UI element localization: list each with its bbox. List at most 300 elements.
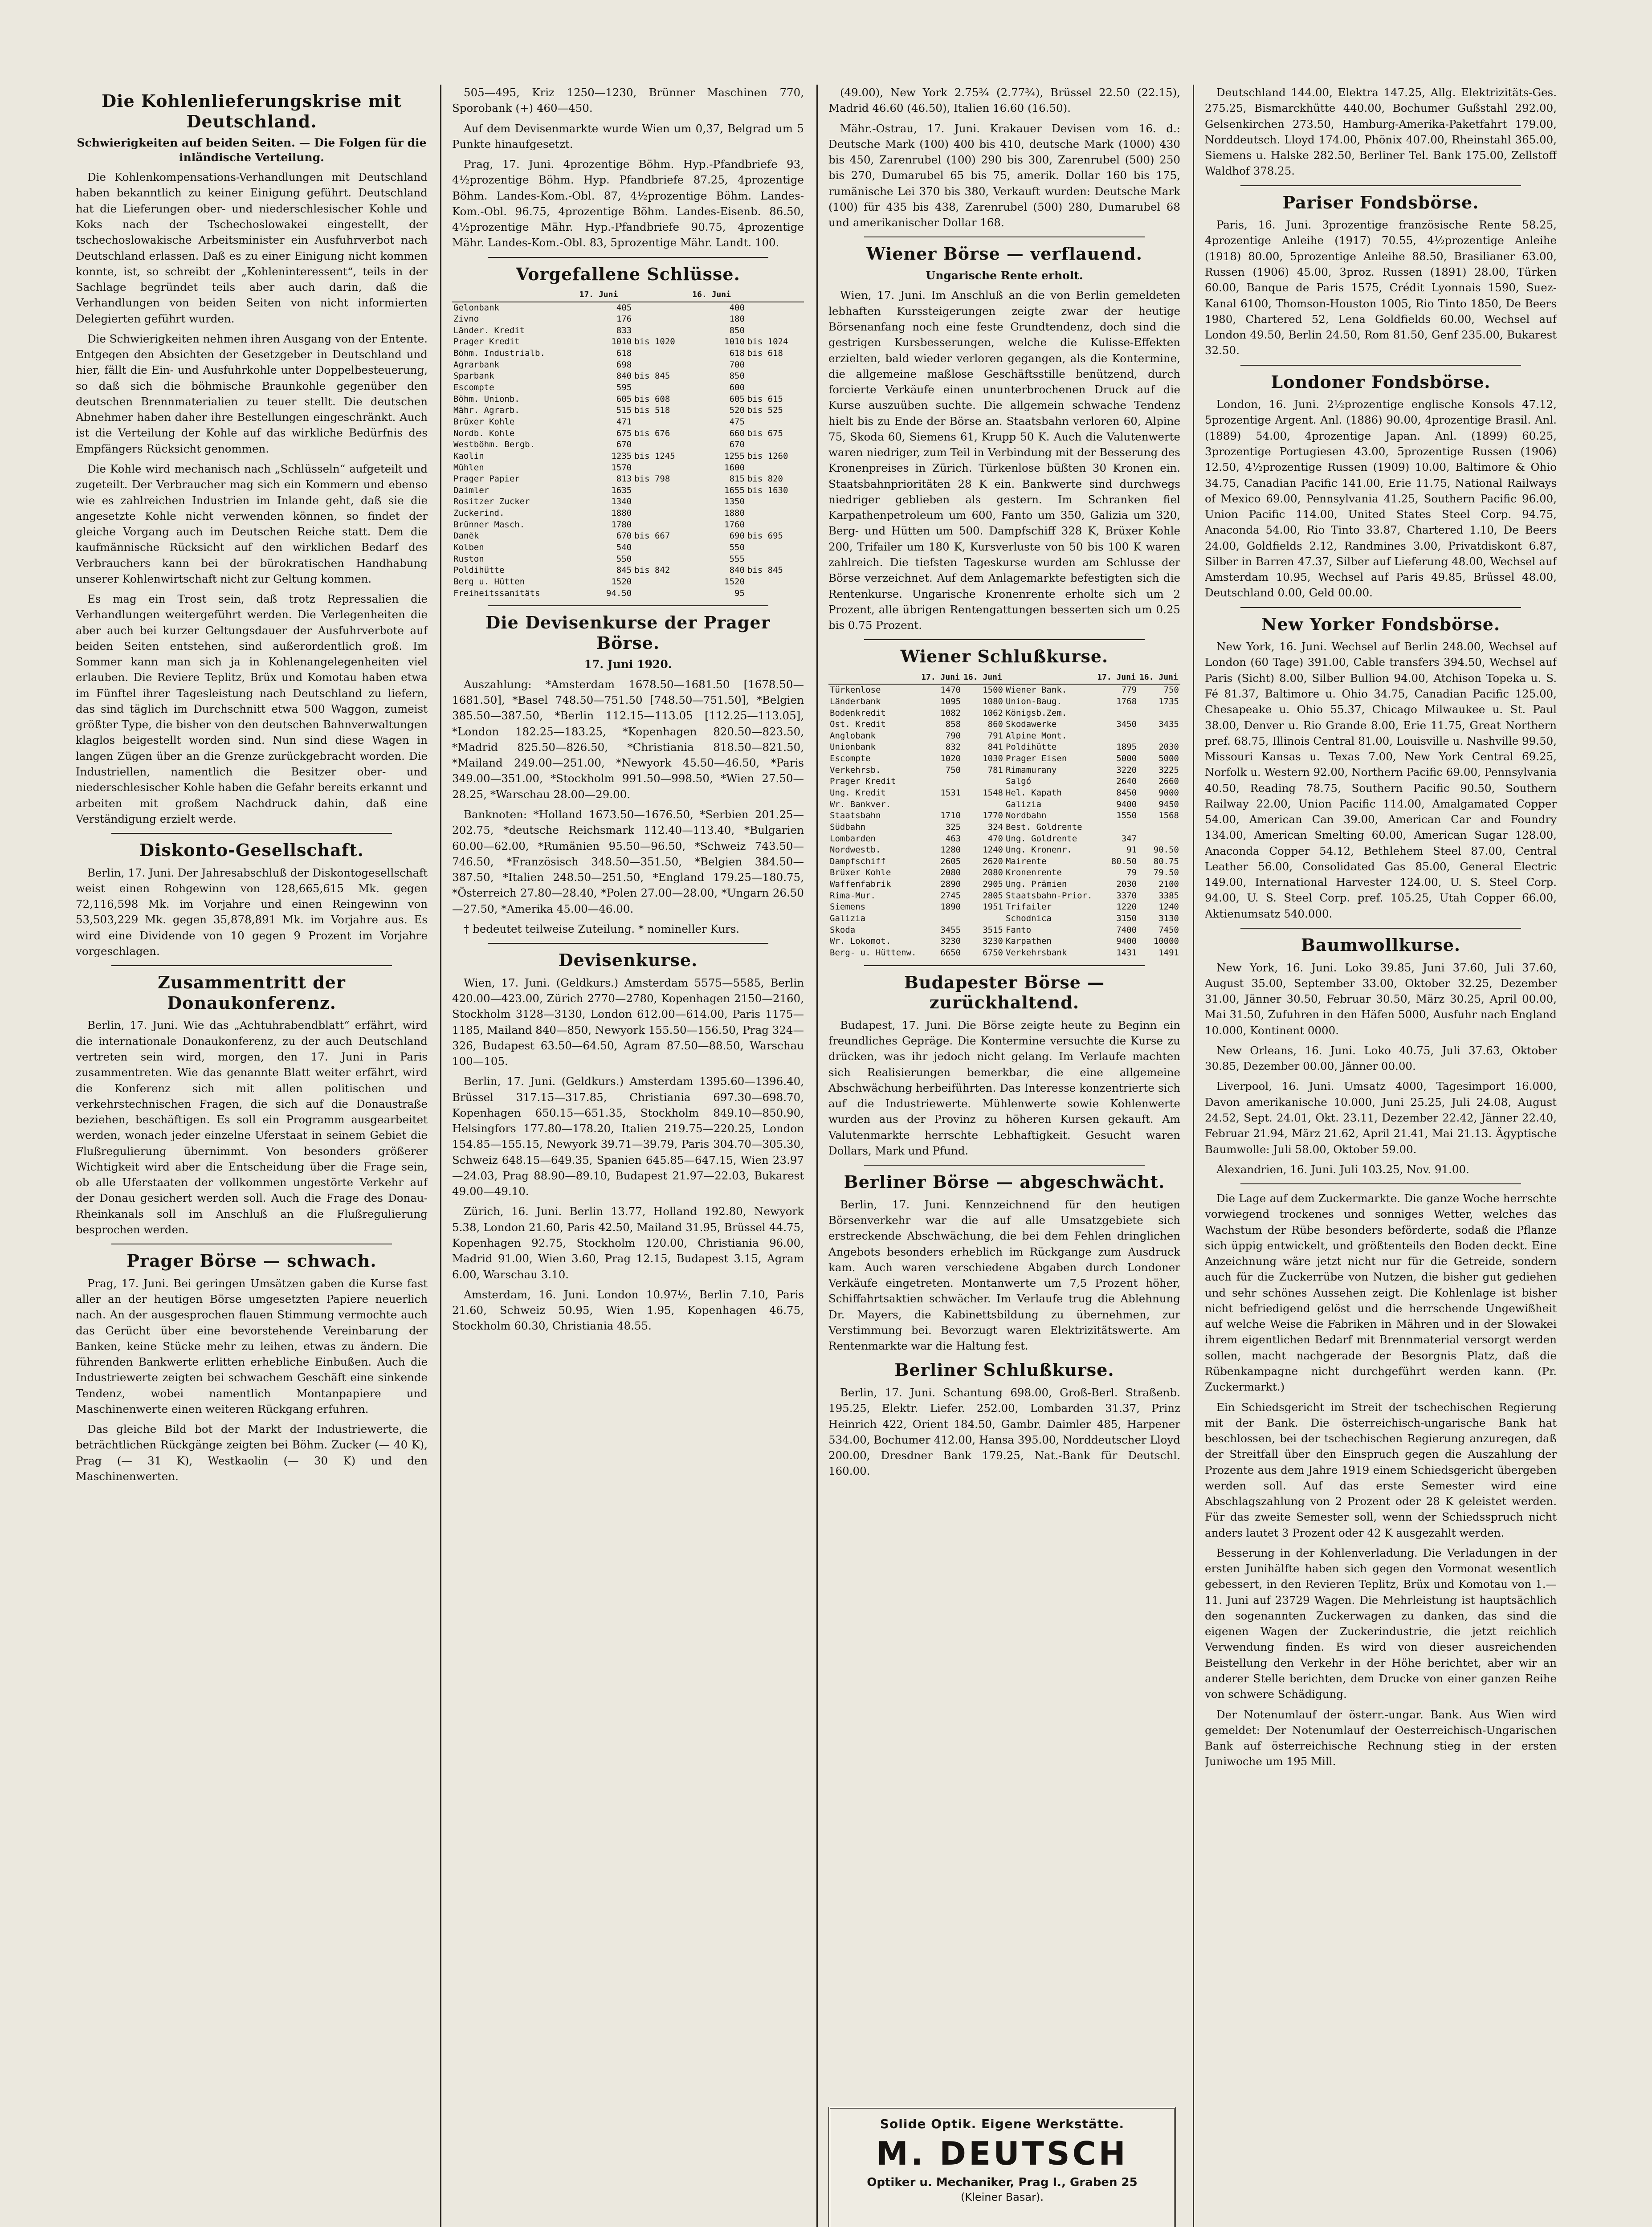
table-cell — [746, 416, 804, 428]
table-cell: 670 — [616, 440, 632, 450]
table-cell: 3230 — [983, 936, 1003, 946]
column-rule — [816, 85, 818, 2227]
table-cell: 520 — [729, 405, 745, 416]
table-cell: 10000 — [1153, 936, 1179, 946]
article-paragraph: Budapest, 17. Juni. Die Börse zeigte heute zu Beginn ein freundliches Gepräge. Die Kontermine versuchte die Kurse zu drücken, was ihr jedoch nicht gelang. Im Verlaufe machten sich Realisierungen bemerkbar, die eine allgemeine Abschwächung herbeiführten. Das Interesse konzentrierte sich auf die Industriewerte. Mühlenwerte sowie Kohlenwerte wurden aus der Provinz zu höheren Kursen gekauft. Am Valutenmarkte herrschte Lebhaftigkeit. Gesucht waren Dollars, Mark und Pfund. — [828, 1018, 1180, 1157]
table-row — [452, 371, 804, 382]
table-row — [828, 787, 1180, 799]
table-cell: 550 — [729, 542, 745, 552]
table-cell: 605 — [616, 394, 632, 404]
table-cell: 1780 — [611, 519, 632, 530]
headline-berliner-boerse: Berliner Börse — abgeschwächt. — [844, 1172, 1165, 1192]
table-cell: 2890 — [940, 879, 961, 889]
table-cell: 1491 — [1158, 947, 1179, 958]
table-cell: Brünner Masch. — [453, 519, 525, 530]
article-paragraph: Das gleiche Bild bot der Markt der Industriewerte, die beträchtlichen Rückgänge zeigten bei Böhm. Zucker (— 40 K), Prag (— 31 K), Westkaolin (— 30 K) und den Maschinenwerten. — [76, 1423, 428, 1483]
article-paragraph: Berlin, 17. Juni. (Geldkurs.) Amsterdam 1395.60—1396.40, Brüssel 317.15—317.85, Christiania 697.30—698.70, Kopenhagen 650.15—651.35, Stockholm 849.10—850.90, Helsingfors 177.80—178.20, Italien 219.75—220.25, London 154.85—155.15, Newyork 39.71—39.79, Paris 304.70—305.30, Schweiz 648.15—649.35, Spanien 645.85—647.15, Wien 23.97—24.03, Prag 88.90—89.10, Budapest 21.97—22.03, Bukarest 49.00—49.10. — [452, 1075, 804, 1198]
table-row — [828, 867, 1180, 879]
table-cell: 1760 — [724, 519, 745, 530]
table-cell — [746, 371, 804, 382]
table-cell: 832 — [945, 742, 961, 752]
table-row — [452, 451, 804, 462]
table-cell: Salgó — [1005, 776, 1032, 787]
table-cell: 2605 — [940, 856, 961, 866]
table-cell: Daněk — [453, 531, 479, 541]
article-paragraph: Die Schwierigkeiten nehmen ihren Ausgang von der Entente. Entgegen den Absichten der Gesetzgeber in Deutschland und hier, fällt die Ein- und Ausfuhrkohle unter Doppelbesteuerung, so daß sich die böhmische Braunkohle gegenüber den deutschen Brennmaterialien zu teuer stellt. Die deutschen Abnehmer haben daher ihre Bestellungen eingeschränkt. Auch ist die Verteilung der Kohle auf das wirkliche Bedürfnis des Empfängers Rücksicht genommen. — [76, 332, 428, 455]
table-cell: 325 — [945, 822, 961, 832]
section-divider — [488, 605, 768, 606]
table-cell — [746, 542, 804, 554]
table-cell — [962, 776, 1004, 787]
column-header: 16. Juni — [1138, 671, 1180, 684]
table-cell: 176 — [616, 314, 632, 324]
article-paragraph: Es mag ein Trost sein, daß trotz Repressalien die Verhandlungen weitergeführt werden. Die Verlegenheiten die aber auch bei kurzer Geltungsdauer der Ausfuhrverbote auf beiden Seiten entstehen, sind außerordentlich groß. Im Sommer kann man sich ja in Kohlenangelegenheiten viel erlauben. Die Reviere Teplitz, Brüx und Komotau haben etwa im Fünftel ihrer Tagesleistung nach Deutschland zu liefern, das sind täglich im Durchschnitt etwa 500 Waggon, zumeist größter Type, die bisher von den deutschen Bahnverwaltungen klaglos beigestellt worden sind. Nun sind diese Wagen in langen Zügen über an die Grenze zurückgebracht worden. Die Industriellen, namentlich die Besitzer ober- und niederschlesischer Kohle haben die Gefahr bereits erkannt und arbeiten mit großem Nachdruck dahin, daß eine Verständigung erzielt werde. — [76, 592, 428, 825]
table-cell: bis 675 — [747, 428, 783, 438]
section-divider — [1240, 1183, 1521, 1184]
article-paragraph: Die Lage auf dem Zuckermarkte. Die ganze Woche herrschte vorwiegend trockenes und sonniges Wetter, welches das Wachstum der Rübe besonders beförderte, sodaß die Pflanze sich üppig entwickelt, und größtenteils den Boden deckt. Eine Anzeichnung wäre jetzt nicht nur für die Getreide, sondern auch für die Zuckerrübe von Nutzen, die bisher gut gediehen und sehr schönes Aussehen zeigt. Die Kohlenlage ist bisher nicht befriedigend gelöst und die herrschende Ungewißheit auf welche Weise die Fabriken in Mähren und in der Slowakei ihrem eigentlichen Bedarf mit Brennmaterial versorgt werden sollen, macht nachgerade der Besorgnis Platz, daß die Rübenkampagne nicht durchgeführt werden kann. (Pr. Zuckermarkt.) — [1205, 1192, 1557, 1394]
table-cell — [746, 359, 804, 371]
table-cell: 540 — [616, 542, 632, 552]
table-cell: 1095 — [940, 696, 961, 706]
table-cell: 1062 — [983, 708, 1003, 718]
table-cell: Prager Papier — [453, 474, 520, 484]
article-paragraph: Wien, 17. Juni. Im Anschluß an die von Berlin gemeldeten lebhaften Kurssteigerungen zeigte zwar der heutige Börsenanfang noch eine feste Grundtendenz, doch sind die gestrigen Kursbesserungen, welche die Kulisse-Effekten erzielten, bald wieder verloren gegangen, als die Kontermine, die allgemeine maßlose Geschäftsstille benützend, durch forcierte Verkäufe einen ununterbrochenen Druck auf die Kurse auszuüben suchte. Die allgemein schwache Tendenz hielt bis zu Ende der Börse an. Staatsbahn verloren 60, Alpine 75, Skoda 60, Siemens 61, Krupp 50 K. Auch die Valutenwerte waren niedriger, zum Teil in Verbindung mit der Besserung des Kronenpreises in Zürich. Türkenlose büßten 30 Kronen ein. Staatsbahnprioritäten 28 K ein. Bankwerte sind durchwegs niedriger geblieben als gestern. Im Schranken fiel Karpathenpetroleum um 600, Fanto um 350, Galizia um 320, Berg- und Hütten um 500. Dampfschiff 328 K, Brüxer Kohle 200, Trifailer um 180 K, Kursverluste von 50 bis 100 K waren zahlreich. Die tiefsten Tageskurse wurden am Schlusse der Börse verzeichnet. Auf dem Anlagemarkte befestigten sich die Rentenkurse. Ungarische Kronenrente erholte sich um 2 Prozent, alle übrigen Rentengattungen besserten sich um 0.25 bis 0.75 Prozent. — [828, 289, 1180, 632]
table-cell: 80.50 — [1111, 856, 1137, 866]
table-cell: Alpine Mont. — [1005, 730, 1067, 741]
table-cell: 6750 — [983, 947, 1003, 958]
table-row — [452, 576, 804, 588]
table-cell — [633, 314, 691, 325]
article-paragraph: Besserung in der Kohlenverladung. Die Verladungen in der ersten Junihälfte haben sich gegen den Vormonat wesentlich gebessert, in den Revieren Teplitz, Brüx und Komotau von 1.—11. Juni auf 23729 Wagen. Die Mehrleistung ist hauptsächlich den sogenannten Zuckerwagen zu danken, das sind die eigenen Wagen der Zuckerindustrie, die jetzt reichlich Verwendung finden. Es wird von dieser ausreichenden Beistellung den Verkehr in der Höhe berichtet, aber wir an anderer Stelle berichten, dem Drucke von einer ganzen Reihe von schwere Schädigung. — [1205, 1546, 1557, 1701]
table-cell: 1735 — [1158, 696, 1179, 706]
table-row — [828, 810, 1180, 822]
section-divider — [1240, 365, 1521, 366]
table-cell: Verkehrsb. — [830, 765, 881, 775]
table-cell: Hel. Kapath — [1005, 787, 1062, 798]
table-cell: 1768 — [1116, 696, 1137, 706]
table-cell: 850 — [729, 371, 745, 381]
headline-wiener-schlusskurse: Wiener Schlußkurse. — [900, 646, 1109, 667]
table-cell — [633, 554, 691, 565]
table-cell — [633, 496, 691, 508]
table-cell — [746, 588, 804, 600]
table-row — [828, 742, 1180, 753]
table-cell: Dampfschiff — [830, 856, 886, 866]
article-paragraph: Berlin, 17. Juni. Der Jahresabschluß der Diskontogesellschaft weist einen Rohgewinn von 128,665,615 Mk. gegen 72,116,598 Mk. im Vorjahre und einen Reingewinn von 53,503,229 Mk. gegen 35,878,891 Mk. im Vorjahre aus. Es wird eine Dividende von 10 gegen 9 Prozent im Vorjahre vorgeschlagen. — [76, 866, 428, 958]
table-cell: 1240 — [1158, 902, 1179, 912]
table-cell: 2030 — [1116, 879, 1137, 889]
table-cell: 605 — [729, 394, 745, 404]
table-cell: 779 — [1121, 685, 1137, 695]
table-cell: Nordwestb. — [830, 845, 881, 855]
article-paragraph: Zürich, 16. Juni. Berlin 13.77, Holland 192.80, Newyork 5.38, London 21.60, Paris 42.50, Mailand 31.95, Brüssel 44.75, Kopenhagen 92.75, Stockholm 120.00, Christiania 96.00, Madrid 91.00, Wien 3.60, Prag 12.15, Budapest 3.15, Agram 6.00, Warschau 3.10. — [452, 1205, 804, 1281]
table-cell: Türkenlose — [830, 685, 881, 695]
table-cell: Trifailer — [1005, 902, 1052, 912]
newspaper-sheet — [76, 85, 1563, 2227]
table-cell: 1431 — [1116, 947, 1137, 958]
table-cell: 3370 — [1116, 890, 1137, 901]
table-cell: 8450 — [1116, 787, 1137, 798]
table-cell: Poldihütte — [1005, 742, 1057, 752]
article-paragraph: Amsterdam, 16. Juni. London 10.97½, Berlin 7.10, Paris 21.60, Schweiz 50.95, Wien 1.95, Kopenhagen 46.75, Stockholm 60.30, Christiania 48.55. — [452, 1288, 804, 1333]
table-cell: Berg- u. Hüttenw. — [830, 947, 917, 958]
table-cell: 690 — [729, 531, 745, 541]
table-row — [828, 708, 1180, 719]
table-cell — [746, 462, 804, 474]
article-paragraph: Paris, 16. Juni. 3prozentige französische Rente 58.25, 4prozentige Anleihe (1917) 70.55, 4½prozentige Anleihe (1918) 80.00, 5prozentige Anleihe 88.50, Brasilianer 63.00, Russen (1906) 45.00, 3proz. Russen (1891) 28.00, Türken 60.00, Banque de Paris 1575, Crédit Lyonnais 1590, Suez-Kanal 6100, Thomson-Houston 1005, Rio Tinto 1850, De Beers 1980, Chartered 52, Lena Goldfields 60.00, Wechsel auf London 49.50, Berlin 24.50, Rom 81.50, Genf 235.00, Bukarest 32.50. — [1205, 218, 1557, 357]
article-paragraph: Berlin, 17. Juni. Schantung 698.00, Groß-Berl. Straßenb. 195.25, Elektr. Liefer. 252.00, Lombarden 31.37, Prinz Heinrich 422, Orient 184.50, Gambr. Daimler 485, Harpener 534.00, Bochumer 412.00, Hansa 395.00, Norddeutscher Lloyd 200.00, Dresdner Bank 179.25, Nat.-Bank für Deutschl. 160.00. — [828, 1386, 1180, 1478]
table-row — [452, 462, 804, 474]
table-cell: 2080 — [940, 868, 961, 878]
table-cell: bis 667 — [634, 531, 670, 541]
article-paragraph: Die Kohlenkompensations-Verhandlungen mit Deutschland haben bekanntlich zu keiner Einigung geführt. Deutschland hat die Lieferungen ober- und niederschlesischer Kohle und Koks nach der Tschechoslowakei eingestellt, der tschechoslowakische Arbeitsminister ein Ausfuhrverbot nach Deutschland erlassen. Daß es zu einer Einigung nicht kommen konnte, ist, so schreibt der „Kohleninteressent“, teils in der Sachlage begründet teils aber auch darin, daß die Verhandlungen von beiden Seiten von nicht informierten Delegierten geführt wurden. — [76, 171, 428, 325]
table-cell — [1096, 822, 1138, 833]
table-row — [828, 947, 1180, 959]
table-cell: 91 — [1126, 845, 1137, 855]
section-divider — [111, 833, 392, 834]
footnote: † bedeutet teilweise Zuteilung. * nomineller Kurs. — [464, 922, 740, 935]
table-cell — [633, 519, 691, 531]
table-row — [828, 844, 1180, 856]
column-header: 17. Juni — [1096, 671, 1138, 684]
headline-devisenkurse-prag: Die Devisenkurse der Prager Börse. — [485, 612, 771, 653]
table-cell: bis 1260 — [747, 451, 788, 461]
article-paragraph: London, 16. Juni. 2½prozentige englische Konsols 47.12, 5prozentige Argent. Anl. (1886) 90.00, 4prozentige Brasil. Anl. (1889) 54.00, 4prozentige Japan. Anl. (1899) 60.25, 3prozentige Portugiesen 43.00, 5prozentige Russen (1906) 12.50, 4½prozentige Russen (1909) 10.00, Baltimore & Ohio 34.75, Canadian Pacific 141.00, Erie 11.75, National Railways of Mexico 69.00, Pennsylvania 41.25, Southern Pacific 96.00, Union Pacific 114.00, United States Steel Corp. 94.75, Anaconda 54.00, Rio Tinto 33.87, Chartered 1.10, De Beers 24.00, Goldfields 2.12, Randmines 3.00, Privatdiskont 6.87, Silber in Barren 47.37, Silber auf Lieferung 48.00, Wechsel auf Amsterdam 10.95, Wechsel auf Paris 49.85, Brüssel 48.00, Deutschland 0.00, Geld 00.00. — [1205, 398, 1557, 600]
table-row — [828, 753, 1180, 765]
table-cell: 850 — [729, 325, 745, 335]
section-divider — [488, 257, 768, 258]
table-cell: Böhm. Unionb. — [453, 394, 520, 404]
table-cell: 5000 — [1116, 754, 1137, 764]
table-cell: Agrarbank — [453, 359, 499, 370]
table-row — [828, 776, 1180, 787]
section-divider — [1240, 607, 1521, 608]
table-cell: 840 — [729, 565, 745, 575]
table-cell: 813 — [616, 474, 632, 484]
table-row — [452, 302, 804, 314]
table-cell: bis 615 — [747, 394, 783, 404]
table-cell: 180 — [729, 314, 745, 324]
table-row — [828, 925, 1180, 936]
column-header: 16. Juni — [691, 289, 746, 302]
table-row — [828, 696, 1180, 708]
table-body — [452, 302, 804, 600]
article-paragraph: Der Notenumlauf der österr.-ungar. Bank. Aus Wien wird gemeldet: Der Notenumlauf der Oesterreichisch-Ungarischen Bank auf österreichische Rechnung stieg in der ersten Juniwoche um 195 Mill. — [1205, 1708, 1557, 1768]
table-cell — [633, 462, 691, 474]
table-row — [828, 833, 1180, 845]
table-cell: 2030 — [1158, 742, 1179, 752]
table-cell: 5000 — [1158, 754, 1179, 764]
table-cell: Verkehrsbank — [1005, 947, 1067, 958]
table-row — [828, 719, 1180, 730]
article-paragraph: Die Kohle wird mechanisch nach „Schlüsseln“ aufgeteilt und zugeteilt. Der Verbraucher mag sich ein Kommern und ebenso wie es zahlreichen Industrien im Inlande geht, daß sie die angesetzte Kohle nicht verwenden können, so findet der gleiche Vorgang auch im Deutschen Reiche statt. Dem die kaufmännische Rücksicht auf den wirklichen Bedarf des Verbrauchers kann bei der bürokratischen Handhabung unserer Kohlenwirtschaft nicht zur Geltung kommen. — [76, 462, 428, 585]
table-cell: 9400 — [1116, 936, 1137, 946]
table-cell: bis 1245 — [634, 451, 675, 461]
table-row — [452, 554, 804, 565]
table-cell: 3385 — [1158, 890, 1179, 901]
table-cell — [633, 348, 691, 359]
table-cell: 840 — [616, 371, 632, 381]
table-cell — [633, 359, 691, 371]
article-paragraph: Ein Schiedsgericht im Streit der tschechischen Regierung mit der Bank. Die österreichisch-ungarische Bank hat beschlossen, bei der tschechischen Regierung anzuregen, daß der Streitfall über den Einspruch gegen die Auszahlung der Prozente aus dem Jahre 1919 einem Schiedsgericht übergeben werden soll. Auf das erste Semester wird eine Abschlagszahlung von 2 Prozent oder 28 K geleistet werden. Für das zweite Semester soll, wenn der Schiedsspruch nicht anders lautet 3 Prozent oder 42 K ausgezahlt werden. — [1205, 1400, 1557, 1539]
table-cell — [633, 485, 691, 497]
column-4 — [1205, 85, 1557, 2227]
table-cell — [920, 776, 962, 787]
table-cell: bis 608 — [634, 394, 670, 404]
table-cell: 670 — [729, 440, 745, 450]
table-row — [828, 913, 1180, 925]
table-row — [828, 684, 1180, 696]
column-header: 17. Juni — [578, 289, 633, 302]
table-cell: 1280 — [940, 845, 961, 855]
table-cell: 9400 — [1116, 799, 1137, 809]
table-cell: 618 — [729, 348, 745, 359]
table-cell — [633, 439, 691, 451]
table-cell — [633, 576, 691, 588]
table-cell: bis 845 — [634, 371, 670, 381]
table-cell — [920, 799, 962, 811]
table-cell: bis 1020 — [634, 337, 675, 347]
table-cell: 698 — [616, 359, 632, 370]
table-cell: 791 — [987, 730, 1003, 741]
column-2 — [452, 85, 804, 2227]
table-cell: 324 — [987, 822, 1003, 832]
table-cell: bis 518 — [634, 405, 670, 416]
quotes-table-prague — [452, 289, 804, 599]
table-cell — [746, 439, 804, 451]
table-cell: Bodenkredit — [830, 708, 886, 718]
table-cell: 79.50 — [1153, 868, 1179, 878]
table-cell — [962, 799, 1004, 811]
table-cell — [746, 382, 804, 394]
table-cell: 3435 — [1158, 719, 1179, 730]
article-paragraph: Liverpool, 16. Juni. Umsatz 4000, Tagesimport 16.000, Davon amerikanische 10.000, Juni 25.25, Juli 24.08, August 24.52, Sept. 24.01, Okt. 23.11, Dezember 22.42, Jänner 22.40, Februar 21.94, März 21.62, April 21.41, Mai 21.13. Ägyptische Baumwolle: Juli 58.00, Oktober 59.00. — [1205, 1080, 1557, 1156]
article-paragraph: Berlin, 17. Juni. Wie das „Achtuhrabendblatt“ erfährt, wird die internationale Donaukonferenz, zu der auch Deutschland vertreten sein wird, morgen, den 17. Juni in Paris zusammentreten. Wie das genannte Blatt weiter erfährt, wird die Konferenz sich mit allen politischen und verkehrstechnischen Fragen, die sich auf die Donaustraße beziehen, beschäftigen. Es soll ein Programm ausgearbeitet werden, wonach jeder einzelne Uferstaat in seinem Gebiet die Flußregulierung übernimmt. Von besonders größerer Wichtigkeit wird aber die Entscheidung über die Frage sein, ob alle Uferstaaten der vollkommen ungestörte Verkehr auf der Donau gesichert werden soll. Auch die Frage des Donau-Rheinkanals soll im Anschluß an die Flußregulierung besprochen werden. — [76, 1019, 428, 1236]
table-cell: 790 — [945, 730, 961, 741]
table-cell — [633, 416, 691, 428]
table-cell: 1895 — [1116, 742, 1137, 752]
table-cell: Nordb. Kohle — [453, 428, 515, 438]
table-cell: 1010 — [611, 337, 632, 347]
ad-tagline: Solide Optik. Eigene Werkstätte. — [880, 2117, 1125, 2131]
table-cell: Brüxer Kohle — [453, 416, 515, 427]
headline-kohlenlieferungskrise: Die Kohlenlieferungskrise mit Deutschland. — [102, 91, 402, 131]
headline-devisenkurse: Devisenkurse. — [558, 950, 698, 971]
table-cell: Zuckerind. — [453, 508, 505, 518]
table-cell: bis 676 — [634, 428, 670, 438]
table-cell: 595 — [616, 383, 632, 393]
headline-berliner-schlusskurse: Berliner Schlußkurse. — [894, 1360, 1114, 1380]
headline-newyorker-fondsboerse: New Yorker Fondsbörse. — [1261, 614, 1501, 634]
table-cell: Mähr. Agrarb. — [453, 405, 520, 416]
table-cell: 1030 — [983, 754, 1003, 764]
table-cell: bis 1630 — [747, 485, 788, 495]
table-cell: bis 798 — [634, 474, 670, 484]
table-cell: Mühlen — [453, 462, 484, 473]
table-cell — [746, 325, 804, 337]
headline-budapester-boerse: Budapester Börse — zurückhaltend. — [904, 972, 1105, 1013]
table-cell: 1548 — [983, 787, 1003, 798]
table-cell: 550 — [616, 554, 632, 564]
headline-donaukonferenz: Zusammentritt der Donaukonferenz. — [158, 972, 346, 1013]
table-cell: 858 — [945, 719, 961, 730]
table-row — [828, 856, 1180, 868]
headline-londoner-fondsboerse: Londoner Fondsbörse. — [1271, 371, 1491, 392]
table-cell: 9000 — [1158, 787, 1179, 798]
table-row — [452, 428, 804, 440]
table-cell: 1220 — [1116, 902, 1137, 912]
table-row — [452, 542, 804, 554]
article-paragraph: Mähr.-Ostrau, 17. Juni. Krakauer Devisen vom 16. d.: Deutsche Mark (100) 400 bis 410, deutsche Mark (1000) 430 bis 450, Zarenrubel (100) 290 bis 300, Zarenrubel (500) 250 bis 270, Dumarubel 65 bis 75, amerik. Dollar 160 bis 175, rumänische Lei 370 bis 380, Verkauft wurden: Deutsche Mark (100) für 435 bis 438, Zarenrubel (500) 280, Dumarubel 68 und amerikanischer Dollar 168. — [828, 122, 1180, 229]
table-cell: Ruston — [453, 554, 484, 564]
table-cell: Best. Goldrente — [1005, 822, 1082, 832]
table-cell: Rima-Mur. — [830, 890, 876, 901]
table-row — [452, 405, 804, 416]
column-header — [746, 289, 804, 302]
table-cell: Escompte — [453, 383, 494, 393]
table-cell: Ung. Goldrente — [1005, 833, 1077, 844]
table-cell: 2640 — [1116, 776, 1137, 787]
table-cell: Ost. Kredit — [830, 719, 886, 730]
table-cell: 95 — [734, 588, 745, 598]
section-divider — [864, 639, 1145, 640]
table-cell: 515 — [616, 405, 632, 416]
table-cell: 1500 — [983, 685, 1003, 695]
article-paragraph: (49.00), New York 2.75¾ (2.77¾), Brüssel 22.50 (22.15), Madrid 46.60 (46.50), Italien 16.60 (16.50). — [828, 86, 1180, 115]
table-cell: Prager Kredit — [453, 337, 520, 347]
table-cell: Südbahn — [830, 822, 866, 832]
table-cell: 555 — [729, 554, 745, 564]
table-cell: bis 845 — [747, 565, 783, 575]
table-row — [452, 394, 804, 405]
column-rule — [1193, 85, 1194, 2227]
table-cell: bis 525 — [747, 405, 783, 416]
table-cell: 1080 — [983, 696, 1003, 706]
table-cell: 670 — [616, 531, 632, 541]
table-cell — [633, 508, 691, 519]
table-cell: 94.50 — [606, 588, 632, 598]
table-cell: Wr. Bankver. — [830, 799, 891, 809]
table-cell: 3150 — [1116, 914, 1137, 924]
column-header — [1004, 671, 1096, 684]
table-row — [828, 901, 1180, 913]
table-cell: 1890 — [940, 902, 961, 912]
table-cell: 1235 — [611, 451, 632, 461]
article-paragraph: Deutschland 144.00, Elektra 147.25, Allg. Elektrizitäts-Ges. 275.25, Bismarckhütte 440.00, Bochumer Gußstahl 292.00, Gelsenkirchen 273.50, Hamburg-Amerika-Paketfahrt 179.00, Norddeutsch. Lloyd 174.00, Phönix 407.00, Rheinstahl 365.00, Siemens u. Halske 282.50, Berliner Tel. Bank 175.00, Zellstoff Waldhof 378.25. — [1205, 86, 1557, 178]
table-cell: Schodnica — [1005, 914, 1052, 924]
table-cell: 9450 — [1158, 799, 1179, 809]
table-row — [452, 588, 804, 600]
table-cell: 80.75 — [1153, 856, 1179, 866]
table-cell: 400 — [729, 302, 745, 313]
table-cell — [633, 542, 691, 554]
table-cell: 1951 — [983, 902, 1003, 912]
column-header — [452, 289, 578, 302]
table-cell: Galizia — [830, 914, 866, 924]
table-cell: 1520 — [724, 576, 745, 587]
article-paragraph: New York, 16. Juni. Wechsel auf Berlin 248.00, Wechsel auf London (60 Tage) 391.00, Cable transfers 394.50, Wechsel auf Paris (Sicht) 8.00, Silber Bullion 94.00, Atchison Topeka u. S. Fé 81.37, Baltimore u. Ohio 34.75, Canadian Pacific 125.00, Chesapeake u. Ohio 55.37, Chicago Milwaukee u. St. Paul 38.00, Denver u. Rio Grande 8.00, Erie 11.75, Great Northern pref. 68.75, Illinois Central 81.00, Louisville u. Nashville 99.50, Missouri Kansas u. Texas 7.00, New York Central 69.25, Norfolk u. Western 92.00, Northern Pacific 69.00, Pennsylvania 40.50, Reading 78.75, Southern Pacific 90.50, Southern Railway 22.00, Union Pacific 114.00, Amalgamated Copper 54.00, American Can 39.00, American Car and Foundry 134.00, American Smelting 60.00, American Sugar 128.00, Anaconda Copper 54.12, Bethlehem Steel 87.00, Central Leather 56.00, Consolidated Gas 85.00, General Electric 149.00, International Harvester 124.00, U. S. Steel Corp. 94.00, U. S. Steel Corp. pref. 105.25, Utah Copper 66.00, Aktienumsatz 540.000. — [1205, 640, 1557, 920]
table-cell: 1770 — [983, 811, 1003, 821]
table-cell: Staatsbahn — [830, 811, 881, 821]
table-cell: 3455 — [940, 925, 961, 935]
table-cell: 750 — [1163, 685, 1179, 695]
table-row — [452, 439, 804, 451]
table-cell: 3230 — [940, 936, 961, 946]
table-cell: Anglobank — [830, 730, 876, 741]
table-cell: 845 — [616, 565, 632, 575]
table-cell — [633, 382, 691, 394]
table-cell: Lombarden — [830, 833, 876, 844]
table-cell: 1568 — [1158, 811, 1179, 821]
section-divider — [111, 965, 392, 966]
table-cell — [746, 519, 804, 531]
table-row — [828, 799, 1180, 811]
headline-wiener-boerse: Wiener Börse — verflauend. — [866, 244, 1143, 264]
table-cell: 833 — [616, 325, 632, 335]
table-row — [452, 565, 804, 576]
table-cell: 1655 — [724, 485, 745, 495]
table-cell: Brüxer Kohle — [830, 868, 891, 878]
table-header-row — [452, 289, 804, 302]
table-row — [452, 473, 804, 485]
table-row — [452, 530, 804, 542]
table-cell: 781 — [987, 765, 1003, 775]
table-row — [452, 485, 804, 497]
table-cell: Skodawerke — [1005, 719, 1057, 730]
table-cell: Ung. Kronenr. — [1005, 845, 1072, 855]
table-cell: 90.50 — [1153, 845, 1179, 855]
table-cell: 347 — [1121, 833, 1137, 844]
optician-advertisement — [828, 2107, 1176, 2227]
table-cell: 1531 — [940, 787, 961, 798]
table-cell — [746, 508, 804, 519]
table-cell: Ung. Kredit — [830, 787, 886, 798]
article-paragraph: Wien, 17. Juni. (Geldkurs.) Amsterdam 5575—5585, Berlin 420.00—423.00, Zürich 2770—2780, Kopenhagen 2150—2160, Stockholm 3128—3130, London 612.00—614.00, Paris 1175—1185, Mailand 840—850, Newyork 155.50—156.50, Prag 324—326, Budapest 63.50—64.50, Agram 87.50—88.50, Warschau 100—105. — [452, 976, 804, 1068]
table-cell: Escompte — [830, 754, 871, 764]
table-cell: 1600 — [724, 462, 745, 473]
column-header: 16. Juni — [962, 671, 1004, 684]
table-body — [828, 684, 1180, 959]
table-cell — [1096, 730, 1138, 742]
table-cell: 750 — [945, 765, 961, 775]
table-cell: Kaolin — [453, 451, 484, 461]
section-divider — [864, 965, 1145, 966]
headline-baumwollkurse: Baumwollkurse. — [1301, 935, 1461, 955]
table-cell — [1138, 833, 1180, 845]
table-cell: bis 695 — [747, 531, 783, 541]
table-row — [452, 416, 804, 428]
table-cell: Rimamurany — [1005, 765, 1057, 775]
table-cell: 700 — [729, 359, 745, 370]
ad-company-name: M. DEUTSCH — [876, 2135, 1128, 2172]
table-header-row — [828, 671, 1180, 684]
table-cell — [1138, 822, 1180, 833]
table-cell: Berg u. Hütten — [453, 576, 525, 587]
table-cell: 815 — [729, 474, 745, 484]
table-cell — [920, 913, 962, 925]
table-cell — [962, 913, 1004, 925]
table-cell: Freiheitssanitäts — [453, 588, 540, 598]
table-cell — [633, 325, 691, 337]
table-cell: Staatsbahn-Prior. — [1005, 890, 1093, 901]
headline-vorgefallene-schluesse: Vorgefallene Schlüsse. — [516, 264, 740, 284]
table-cell: 1350 — [724, 497, 745, 507]
section-divider — [488, 943, 768, 944]
table-cell: 2100 — [1158, 879, 1179, 889]
table-cell: Waffenfabrik — [830, 879, 891, 889]
table-cell: 1635 — [611, 485, 632, 495]
table-row — [828, 890, 1180, 902]
